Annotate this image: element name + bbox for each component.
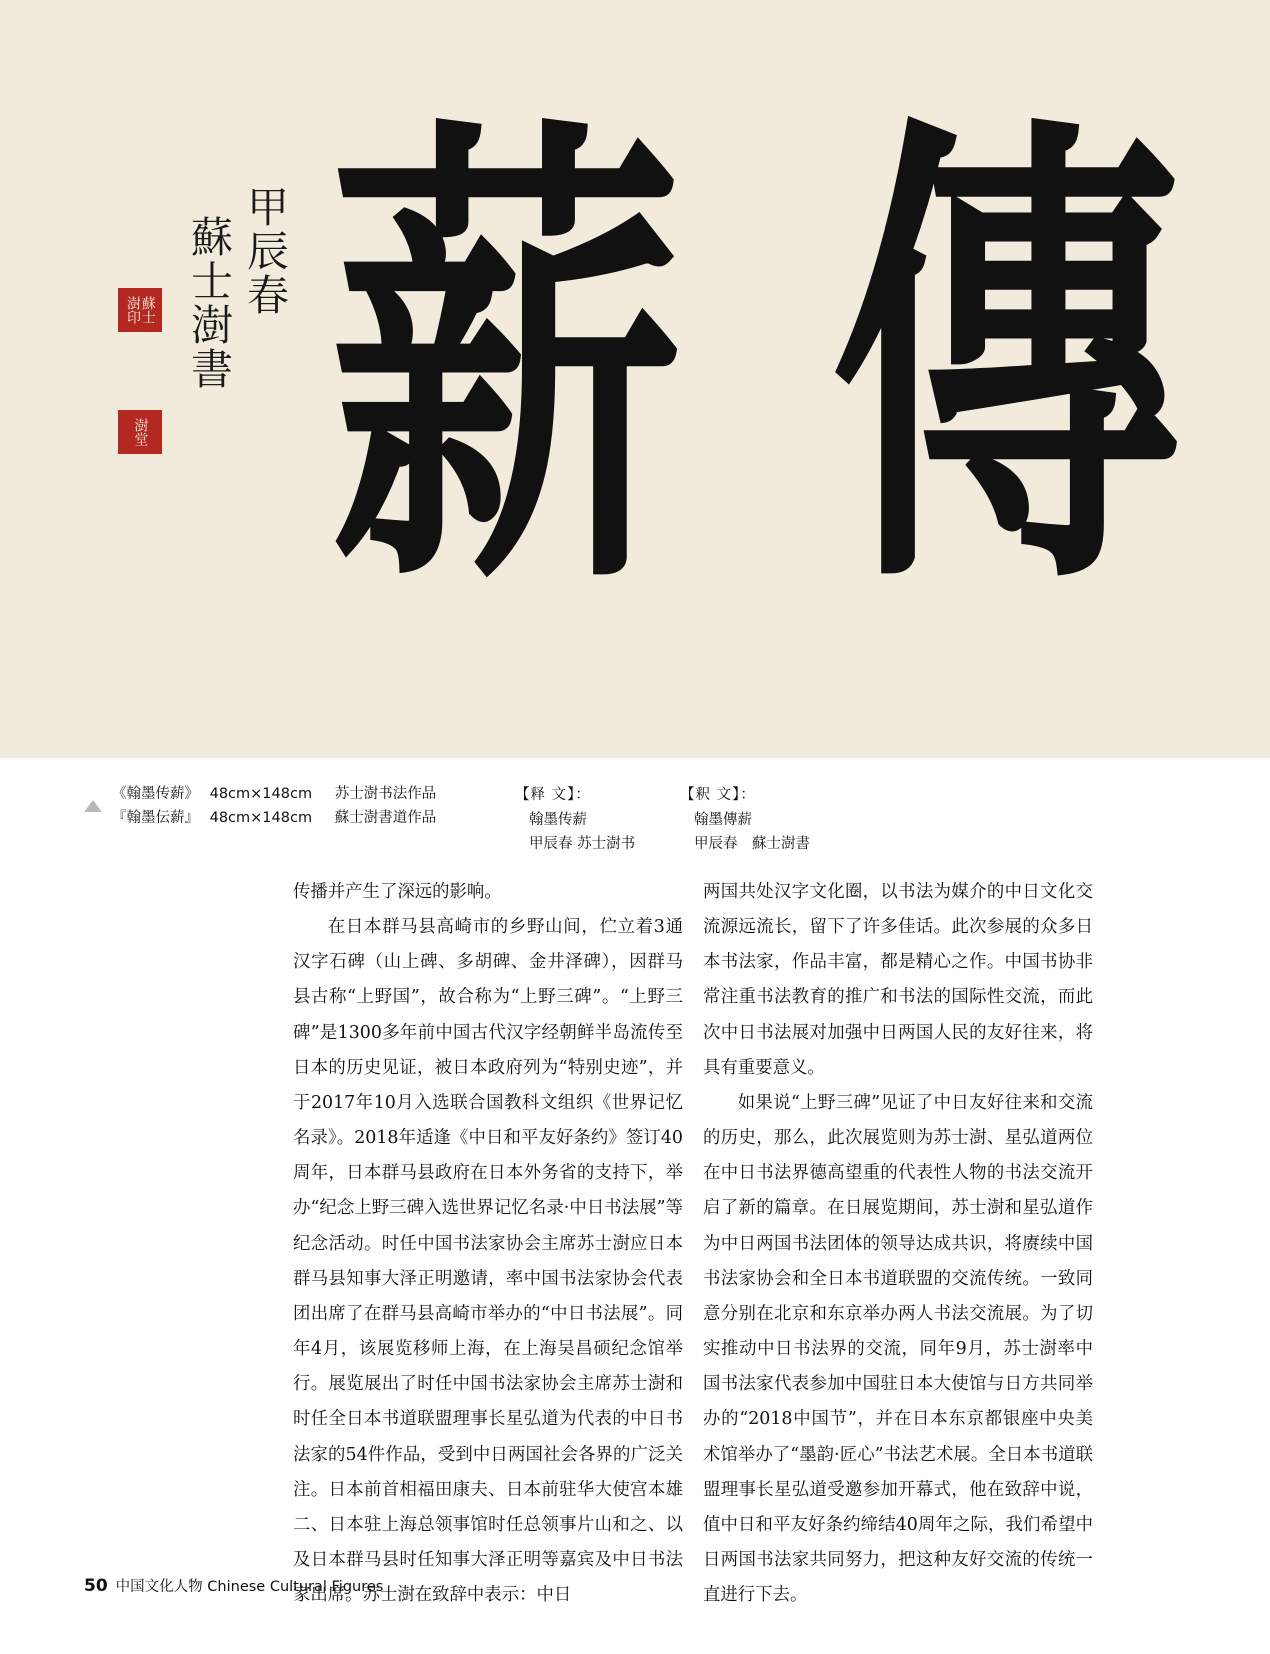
caption-author-jp: 蘇士澍書道作品 — [334, 809, 437, 826]
artwork-inscription — [160, 175, 290, 515]
caption-title-cn: 《翰墨传薪》 — [112, 786, 199, 802]
caption-title-jp: 『翰墨伝薪』 — [112, 809, 199, 826]
inscription-column-1: 甲辰春 — [241, 185, 290, 317]
body-paragraph: 传播并产生了深远的影响。 — [293, 882, 502, 902]
gloss-chinese-label: 【释 文】： — [515, 787, 591, 803]
caption-dimensions-cn: 48cm×148cm — [209, 786, 313, 802]
gloss-japanese-line-2: 甲辰春 蘇士澍書 — [694, 836, 810, 853]
gloss-chinese-line-1: 翰墨传薪 — [529, 811, 587, 828]
body-paragraph: 如果说“上野三碑”见证了中日友好往来和交流的历史，那么，此次展览则为苏士澍、星弘道两位在中日书法界德高望重的代表性人物的书法交流开启了新的篇章。在日展览期间，苏士澍和星弘道作为中日两国书法团体的领导达成共识，将赓续中国书法家协会和全日本书道联盟的交流传统。一致同意分别在北京和东京举办两人书法交流展。为了切实推动中日书法界的交流，同年9月，苏士澍率中国书法家代表参加中国驻日本大使馆与日方共同举办的“2018中国节”，并在日本东京都银座中央美术馆举办了“墨韵·匠心”书法艺术展。全日本书道联盟理事长星弘道受邀参加开幕式，他在致辞中说，值中日和平友好条约缔结40周年之际，我们希望中日两国书法家共同努力，把这种友好交流的传统一直进行下去。 — [703, 1092, 1093, 1606]
seal-stamp-upper: 蘇士澍印 — [118, 288, 162, 332]
gloss-japanese — [680, 783, 810, 857]
body-paragraph: 两国共处汉字文化圈，以书法为媒介的中日文化交流源远流长，留下了许多佳话。此次参展的众多日本书法家，作品丰富，都是精心之作。中国书协非常注重书法教育的推广和书法的国际性交流，而此次中日书法展对加强中日两国人民的友好往来，将具有重要意义。 — [703, 882, 1093, 1078]
inscription-column-2: 蘇士澍書 — [185, 215, 234, 391]
calligraphy-character-chuan: 傳 — [830, 77, 1183, 644]
calligraphy-character-xin: 薪 — [330, 77, 683, 644]
caption-dimensions-jp: 48cm×148cm — [209, 809, 313, 826]
triangle-marker-icon — [84, 800, 102, 812]
artwork-caption — [112, 783, 436, 831]
gloss-chinese — [515, 783, 635, 857]
caption-line-chinese — [112, 783, 436, 807]
body-paragraph: 在日本群马县高崎市的乡野山间，伫立着3通汉字石碑（山上碑、多胡碑、金井泽碑），因群马县古称“上野国”，故合称为“上野三碑”。“上野三碑”是1300多年前中国古代汉字经朝鲜半岛流传至日本的历史见证，被日本政府列为“特别史迹”，并于2017年10月入选联合国教科文组织《世界记忆名录》。2018年适逢《中日和平友好条约》签订40周年，日本群马县政府在日本外务省的支持下，举办“纪念上野三碑入选世界记忆名录·中日书法展”等纪念活动。时任中国书法家协会主席苏士澍应日本群马县知事大泽正明邀请，率中国书法家协会代表团出席了在群马县高崎市举办的“中日书法展”。同年4月，该展览移师上海，在上海吴昌硕纪念馆举行。展览展出了时任中国书法家协会主席苏士澍和时任全日本书道联盟理事长星弘道为代表的中日书法家的54件作品，受到中日两国社会各界的广泛关注。日本前首相福田康夫、日本前驻华大使宫本雄二、日本驻上海总领事馆时任总领事片山和之、以及日本群马县时任知事大泽正明等嘉宾及中日书法家出席。苏士澍在致辞中表示：中日 — [293, 917, 683, 1606]
gloss-japanese-line-1: 翰墨傳薪 — [694, 811, 752, 828]
artwork-image — [0, 0, 1270, 758]
gloss-japanese-label: 【釈 文】： — [680, 787, 756, 803]
gloss-chinese-line-2: 甲辰春 苏士澍书 — [529, 836, 636, 853]
seal-stamp-lower: 澍堂 — [118, 410, 162, 454]
caption-author-cn: 苏士澍书法作品 — [334, 786, 437, 802]
body-column-left — [293, 875, 683, 1613]
page-footer — [84, 1575, 383, 1596]
page-number: 50 — [84, 1576, 108, 1596]
caption-line-japanese — [112, 807, 436, 831]
publication-name: 中国文化人物 Chinese Cultural Figures — [115, 1579, 384, 1595]
body-column-right — [703, 875, 1093, 1613]
